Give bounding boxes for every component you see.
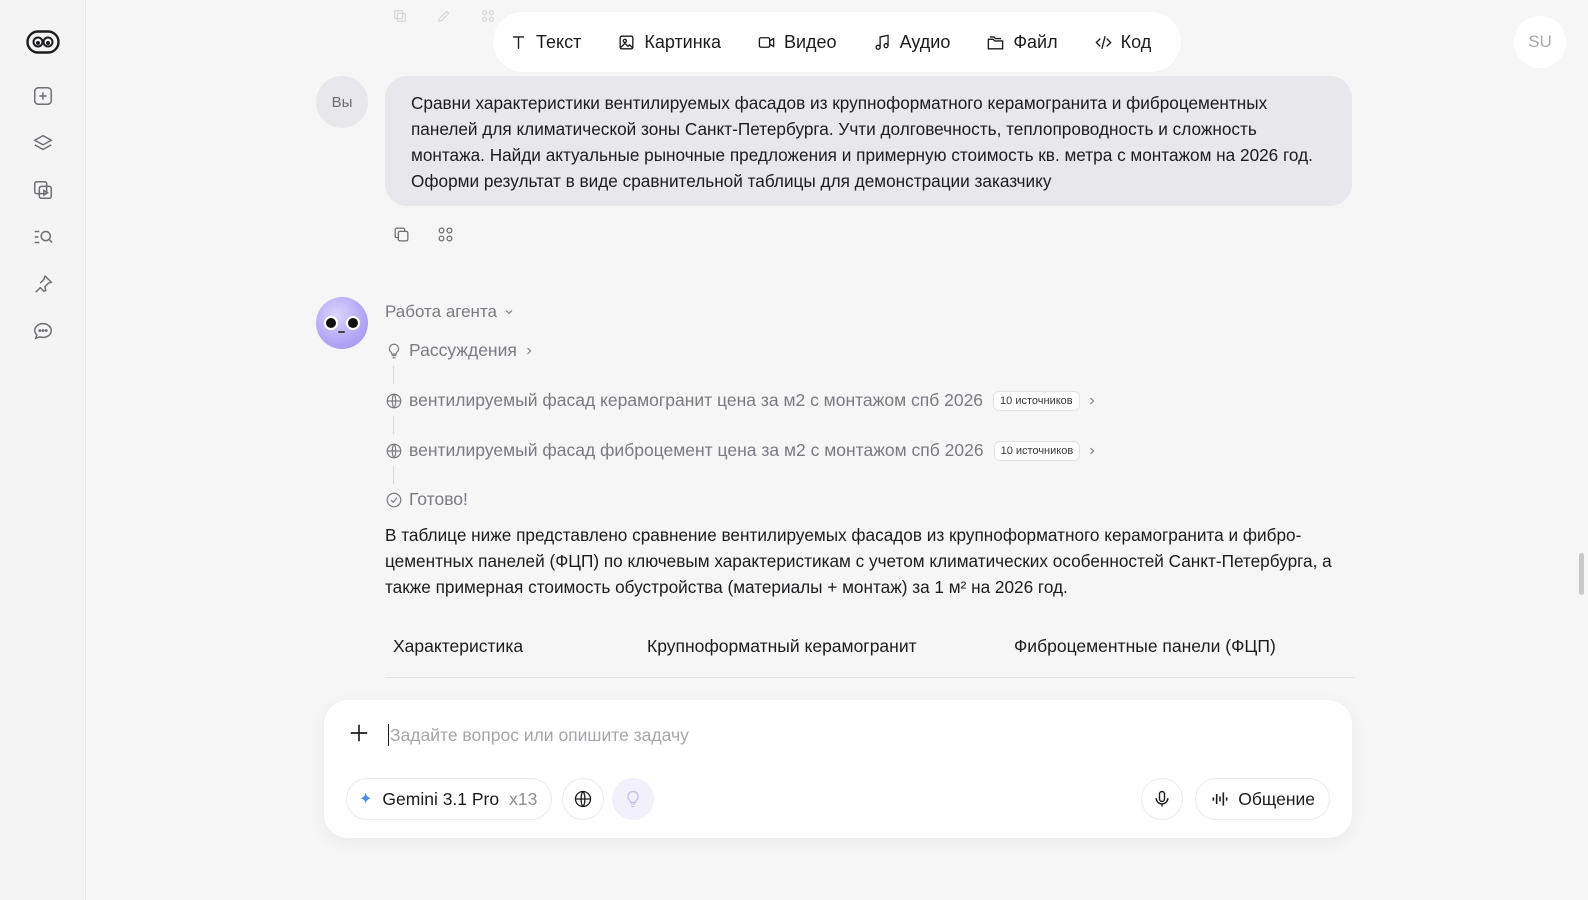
- step-search-2[interactable]: [385, 440, 1098, 461]
- grid-icon: [480, 8, 496, 24]
- audio-icon: [873, 33, 892, 52]
- step-connector: [393, 416, 394, 434]
- chevron-right-icon: [523, 345, 535, 357]
- step-search-1-label: вентилируемый фасад керамогранит цена за м2 с монтажом спб 2026: [409, 390, 984, 410]
- more-actions-button[interactable]: [436, 225, 456, 245]
- sources-badge[interactable]: 10 источников: [994, 441, 1081, 461]
- step-done-label: Готово!: [409, 489, 468, 509]
- check-circle-icon: [385, 491, 403, 509]
- grid-icon: [436, 225, 455, 244]
- model-multiplier: x13: [509, 788, 538, 809]
- mode-video[interactable]: [757, 32, 855, 53]
- agent-work-toggle[interactable]: [385, 302, 515, 322]
- mode-file-label: Файл: [1013, 31, 1058, 52]
- mode-audio[interactable]: [873, 32, 969, 53]
- image-icon: [617, 33, 636, 52]
- scrollbar-thumb[interactable]: [1579, 553, 1584, 595]
- agent-answer: В таблице ниже представлено сравнение вентилируемых фасадов из крупноформатного керамогранита и фиброцементных панелей (ФЦП) по ключевым характеристикам с учетом климатических особенностей Санкт-Петербурга, а также примерная стоимость обустройства (материалы + монтаж) за 1 м² на 2026 год.: [385, 525, 1332, 597]
- step-reasoning-label: Рассуждения: [409, 340, 517, 360]
- text-cursor: [388, 724, 389, 746]
- mode-video-label: Видео: [783, 31, 837, 52]
- mode-text[interactable]: [509, 32, 599, 53]
- step-reasoning[interactable]: [385, 340, 535, 361]
- mode-code[interactable]: [1094, 32, 1152, 53]
- web-search-toggle[interactable]: [562, 778, 604, 820]
- table-header-cell: Характеристика: [393, 636, 524, 656]
- file-icon: [986, 33, 1005, 52]
- chat-icon[interactable]: [30, 318, 56, 344]
- sidebar: [0, 0, 86, 900]
- sources-badge[interactable]: 10 источников: [993, 391, 1080, 411]
- chevron-right-icon: [1086, 395, 1098, 407]
- comparison-table-header: [385, 636, 1355, 678]
- message-actions: [392, 225, 456, 245]
- mode-code-label: Код: [1120, 31, 1152, 52]
- search-list-icon[interactable]: [30, 224, 56, 250]
- step-search-2-label: вентилируемый фасад фиброцемент цена за м2 с монтажом спб 2026: [409, 440, 984, 460]
- microphone-icon: [1152, 789, 1172, 809]
- agent-work-label: Работа агента: [385, 302, 497, 321]
- code-icon: [1094, 33, 1113, 52]
- user-avatar-button[interactable]: SU: [1514, 16, 1566, 68]
- text-icon: [509, 33, 528, 52]
- message-input[interactable]: [390, 720, 1290, 750]
- microphone-button[interactable]: [1141, 778, 1183, 820]
- mode-audio-label: Аудио: [899, 31, 951, 52]
- waveform-icon: [1210, 789, 1230, 809]
- globe-icon: [385, 392, 403, 410]
- copy-icon: [392, 225, 411, 244]
- lightbulb-icon: [623, 789, 643, 809]
- composer: [324, 700, 1352, 838]
- mode-image-label: Картинка: [644, 31, 721, 52]
- chevron-right-icon: [1086, 445, 1098, 457]
- voice-chat-label: Общение: [1238, 788, 1315, 809]
- agent-avatar: [316, 297, 368, 349]
- copy-button[interactable]: [392, 225, 412, 245]
- step-search-1[interactable]: [385, 390, 1098, 411]
- video-icon: [757, 33, 776, 52]
- edit-icon: [436, 8, 452, 24]
- chevron-down-icon: [503, 306, 515, 318]
- mode-image[interactable]: [617, 32, 739, 53]
- sparkle-icon: ✦: [359, 791, 373, 808]
- step-connector: [393, 366, 394, 384]
- globe-icon: [573, 789, 593, 809]
- mode-text-label: Текст: [536, 31, 582, 52]
- step-connector: [393, 466, 394, 484]
- globe-icon: [385, 442, 403, 460]
- mode-file[interactable]: [986, 32, 1075, 53]
- model-selector[interactable]: [346, 778, 552, 820]
- logo-icon[interactable]: [26, 30, 60, 54]
- step-done: [385, 489, 468, 510]
- table-header-cell: Крупноформатный керамогранит: [647, 636, 917, 656]
- user-message-avatar: Вы: [316, 76, 368, 128]
- mode-toolbar: [493, 12, 1181, 72]
- reasoning-toggle[interactable]: [612, 778, 654, 820]
- plus-icon[interactable]: [348, 722, 370, 744]
- media-icon[interactable]: [30, 177, 56, 203]
- copy-icon: [392, 8, 408, 24]
- layers-icon[interactable]: [30, 130, 56, 156]
- table-header-cell: Фиброцементные панели (ФЦП): [1014, 636, 1276, 656]
- lightbulb-icon: [385, 342, 403, 360]
- faded-message-actions: [392, 8, 496, 24]
- user-message-bubble: Сравни характеристики вентилируемых фасадов из крупноформатного керамогранита и фиброцементных панелей для климатической зоны Санкт-Петербурга. Учти долговечность, теплопроводность и сложность монтажа. Найди актуальные рыночные предложения и примерную стоимость кв. метра с монтажом на 2026 год. Оформи результат в виде сравнительной таблицы для демонстрации заказчику: [385, 76, 1352, 206]
- voice-chat-button[interactable]: [1195, 778, 1330, 820]
- new-chat-icon[interactable]: [30, 83, 56, 109]
- pin-icon[interactable]: [30, 271, 56, 297]
- model-name: Gemini 3.1 Pro: [382, 788, 500, 809]
